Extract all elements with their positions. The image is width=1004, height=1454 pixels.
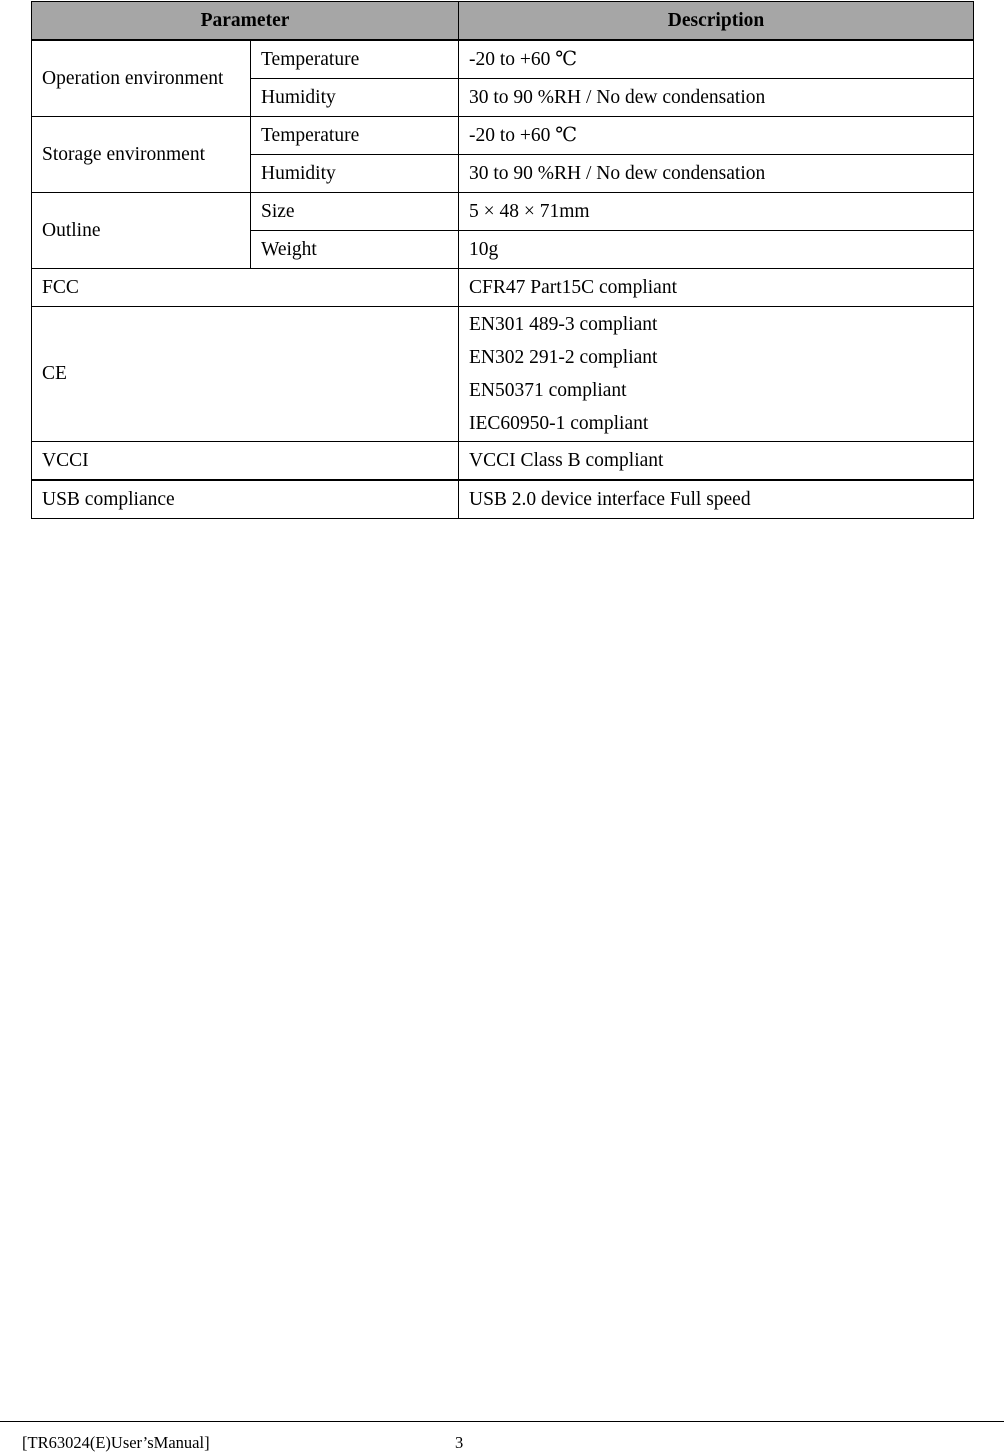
table-row <box>32 193 974 231</box>
ce-value: IEC60950-1 compliant <box>469 413 649 434</box>
storage-humidity-value: 30 to 90 %RH / No dew condensation <box>459 155 974 193</box>
ce-values <box>459 307 974 442</box>
vcci-value: VCCI Class B compliant <box>459 442 974 481</box>
operation-temperature-value: -20 to +60 ℃ <box>459 40 974 79</box>
fcc-value: CFR47 Part15C compliant <box>459 269 974 307</box>
operation-humidity-value: 30 to 90 %RH / No dew condensation <box>459 79 974 117</box>
storage-environment-label: Storage environment <box>32 117 251 193</box>
header-parameter: Parameter <box>32 2 459 41</box>
page-number: 3 <box>455 1433 464 1452</box>
header-row <box>32 2 974 41</box>
table-row <box>32 307 974 442</box>
table-row <box>32 480 974 519</box>
footer-divider <box>0 1421 1004 1422</box>
operation-humidity-label: Humidity <box>251 79 459 117</box>
vcci-label: VCCI <box>32 442 459 481</box>
storage-temperature-value: -20 to +60 ℃ <box>459 117 974 155</box>
ce-label: CE <box>32 307 459 442</box>
specifications-table <box>31 1 974 519</box>
table-row <box>32 269 974 307</box>
usb-value: USB 2.0 device interface Full speed <box>459 480 974 519</box>
operation-temperature-label: Temperature <box>251 40 459 79</box>
outline-label: Outline <box>32 193 251 269</box>
table-row <box>32 40 974 79</box>
outline-weight-label: Weight <box>251 231 459 269</box>
storage-temperature-label: Temperature <box>251 117 459 155</box>
ce-value: EN301 489-3 compliant <box>469 314 658 335</box>
table-row <box>32 442 974 481</box>
fcc-label: FCC <box>32 269 459 307</box>
ce-value: EN302 291-2 compliant <box>469 347 658 368</box>
usb-label: USB compliance <box>32 480 459 519</box>
outline-weight-value: 10g <box>459 231 974 269</box>
outline-size-value: 5 × 48 × 71mm <box>459 193 974 231</box>
operation-environment-label: Operation environment <box>32 40 251 117</box>
header-description: Description <box>459 2 974 41</box>
ce-value: EN50371 compliant <box>469 380 627 401</box>
table-row <box>32 117 974 155</box>
footer-document-title: [TR63024(E)User’sManual] <box>22 1433 210 1452</box>
outline-size-label: Size <box>251 193 459 231</box>
storage-humidity-label: Humidity <box>251 155 459 193</box>
